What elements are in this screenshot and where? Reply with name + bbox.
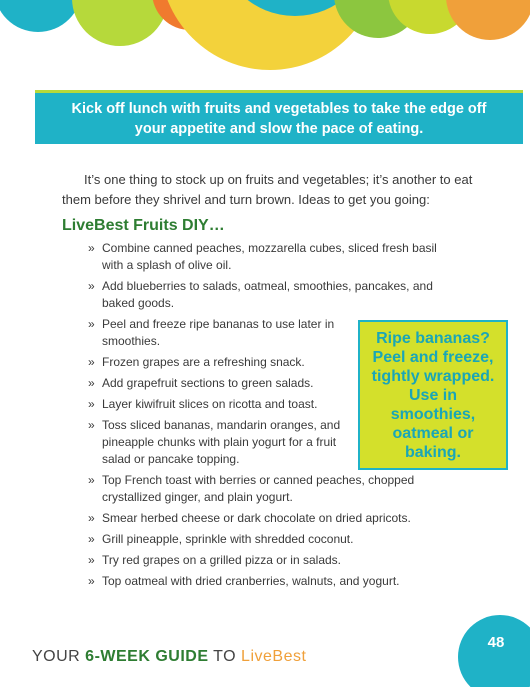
bullet-icon: » (88, 473, 95, 487)
callout-text: Ripe bananas? Peel and freeze, tightly wrapped. Use in smoothies, oatmeal or baking. (371, 329, 495, 461)
decorative-circles-header (0, 0, 530, 95)
page-number: 48 (487, 634, 505, 651)
list-item: » Combine canned peaches, mozzarella cubes, sliced fresh basil with a splash of olive oil. (88, 241, 437, 272)
callout-box (358, 320, 508, 470)
bullet-icon: » (88, 376, 95, 390)
page-badge-circle (458, 615, 530, 687)
footer-guide: 6-WEEK GUIDE (85, 648, 209, 665)
list-item: » Grill pineapple, sprinkle with shredded coconut. (88, 532, 354, 546)
bullet-icon: » (88, 397, 95, 411)
bullet-icon: » (88, 279, 95, 293)
bullet-icon: » (88, 355, 95, 369)
footer-brand: LiveBest (241, 648, 307, 665)
list-item: » Add grapefruit sections to green salads. (88, 376, 314, 390)
list-item: » Try red grapes on a grilled pizza or in salads. (88, 553, 342, 567)
teal-circle (0, 0, 82, 32)
bullet-icon: » (88, 553, 95, 567)
bullet-icon: » (88, 418, 95, 432)
footer-to: TO (208, 648, 242, 665)
banner-text: Kick off lunch with fruits and vegetables to take the edge off your appetite and slow the pace of eating. (71, 100, 487, 137)
orange-circle-2 (446, 0, 530, 40)
intro-paragraph: It’s one thing to stock up on fruits and vegetables; it’s another to eat them before they shrivel and turn brown. Ideas to get you going: (62, 172, 473, 207)
section-heading: LiveBest Fruits DIY… (62, 217, 225, 234)
bullet-icon: » (88, 574, 95, 588)
list-item: » Peel and freeze ripe bananas to use later in smoothies. (88, 317, 335, 348)
intro-banner (35, 90, 523, 144)
list-item: » Smear herbed cheese or dark chocolate on dried apricots. (88, 511, 411, 525)
list-item: » Layer kiwifruit slices on ricotta and toast. (88, 397, 318, 411)
bullet-icon: » (88, 511, 95, 525)
footer-your: YOUR (32, 648, 86, 665)
bullet-icon: » (88, 317, 95, 331)
footer-title (32, 648, 306, 666)
list-item: » Frozen grapes are a refreshing snack. (88, 355, 305, 369)
bullet-icon: » (88, 241, 95, 255)
list-item: » Top French toast with berries or canned peaches, chopped crystallized ginger, and plain yogurt. (88, 473, 415, 504)
lime-circle (72, 0, 168, 46)
list-item: » Top oatmeal with dried cranberries, walnuts, and yogurt. (88, 574, 400, 588)
list-item: » Toss sliced bananas, mandarin oranges, and pineapple chunks with plain yogurt for a fruit salad or pancake topping. (88, 418, 341, 466)
bullet-icon: » (88, 532, 95, 546)
list-item: » Add blueberries to salads, oatmeal, smoothies, pancakes, and baked goods. (88, 279, 433, 310)
